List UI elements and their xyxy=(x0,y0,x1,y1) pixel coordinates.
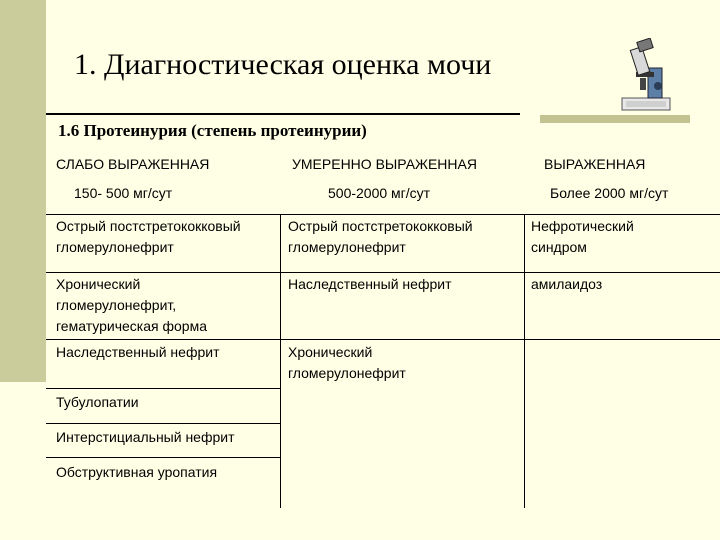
slide-subtitle: 1.6 Протеинурия (степень протеинурии) xyxy=(58,121,367,140)
table-cell: Наследственный нефрит xyxy=(288,276,452,292)
table-cell: Тубулопатии xyxy=(56,394,139,410)
table-cell: Острый постстретококковый гломерулонефрит xyxy=(288,218,473,255)
table-cell: Интерстициальный нефрит xyxy=(56,429,235,445)
column-header: СЛАБО ВЫРАЖЕННАЯ xyxy=(56,156,210,172)
table-rule xyxy=(46,388,280,389)
table-cell: Обструктивная уропатия xyxy=(56,464,218,480)
table-rule xyxy=(46,457,280,458)
slide-title: 1. Диагностическая оценка мочи xyxy=(74,48,492,81)
sidebar-accent-bar xyxy=(0,0,46,382)
column-header: ВЫРАЖЕННАЯ xyxy=(544,156,646,172)
title-underline xyxy=(46,113,520,115)
table-cell: Хронический гломерулонефрит, гематурическая форма xyxy=(56,276,207,334)
decorative-rule xyxy=(540,115,690,123)
microscope-icon xyxy=(618,38,678,114)
table-cell: Острый постстретококковый гломерулонефрит xyxy=(56,218,241,255)
column-range: 150- 500 мг/сут xyxy=(74,185,173,201)
table-column-divider xyxy=(280,214,281,508)
table-rule xyxy=(46,339,720,340)
table-cell: Нефротический синдром xyxy=(531,218,634,255)
table-rule xyxy=(46,214,720,215)
table-column-divider xyxy=(524,214,525,508)
column-header: УМЕРЕННО ВЫРАЖЕННАЯ xyxy=(292,156,477,172)
table-cell: Наследственный нефрит xyxy=(56,344,220,360)
column-range: Более 2000 мг/сут xyxy=(550,185,669,201)
table-rule xyxy=(46,272,720,273)
table-cell: Хронический гломерулонефрит xyxy=(288,344,406,381)
table-rule xyxy=(46,423,280,424)
table-cell: амилаидоз xyxy=(531,276,603,292)
column-range: 500-2000 мг/сут xyxy=(328,185,431,201)
